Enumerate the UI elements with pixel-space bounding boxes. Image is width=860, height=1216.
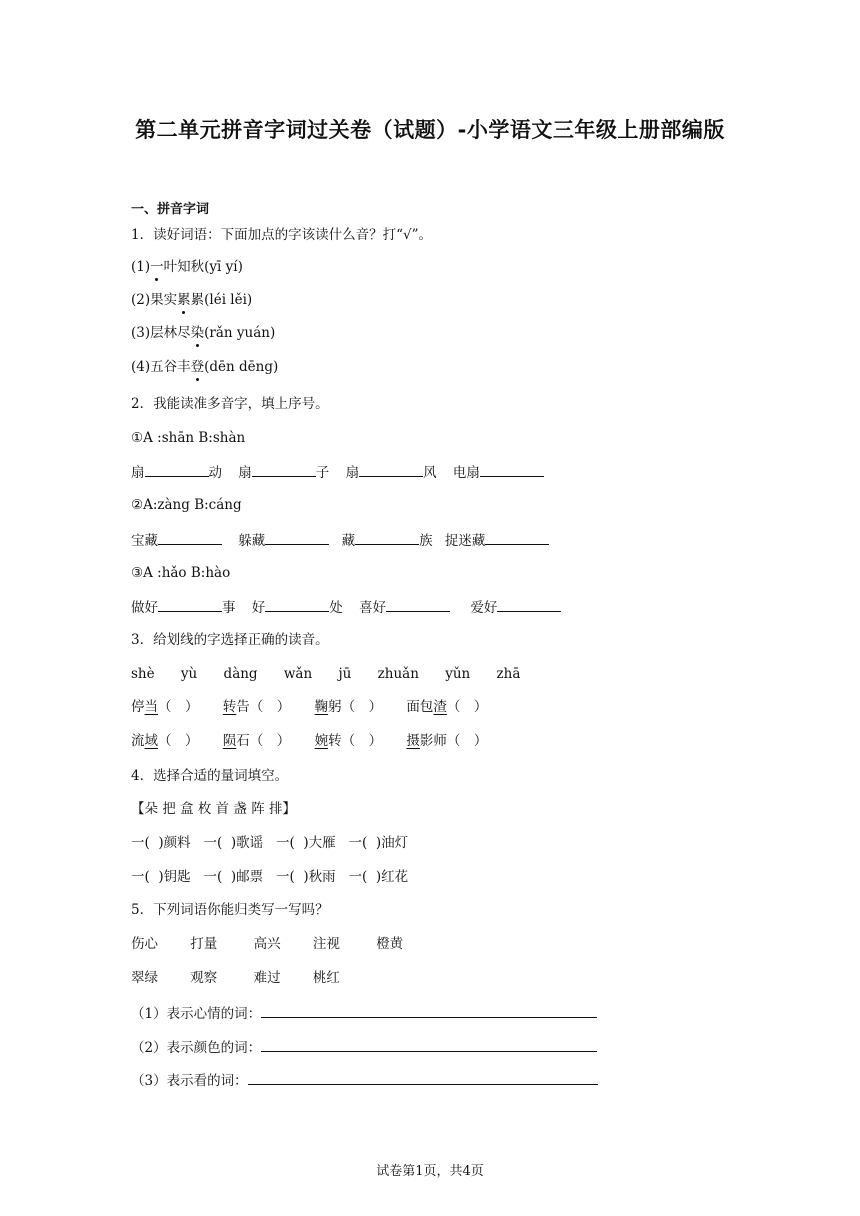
dotted-char: 染 [190, 325, 205, 341]
answer-line[interactable] [261, 1003, 597, 1018]
q5-words-row-1: 伤心 打量 高兴 注视 橙黄 [131, 936, 404, 952]
answer-blank[interactable] [480, 462, 544, 477]
answer-blank[interactable] [497, 597, 561, 612]
underlined-char: 婉 [314, 733, 329, 749]
underlined-char: 转 [222, 699, 237, 715]
underlined-char: 陨 [222, 733, 237, 749]
dotted-char: 累 [177, 292, 191, 308]
dotted-char: 登 [190, 359, 205, 375]
answer-line[interactable] [261, 1037, 597, 1052]
underlined-char: 摄 [406, 733, 420, 749]
answer-blank[interactable] [386, 597, 450, 612]
q5-words-row-2: 翠绿 观察 难过 桃红 [131, 970, 340, 986]
dotted-char: 一 [150, 259, 164, 275]
answer-blank[interactable] [359, 462, 423, 477]
q5-stem: 5．下列词语你能归类写一写吗？ [131, 902, 329, 918]
q4-row-2: 一( )钥匙 一( )邮票 一( )秋雨 一( )红花 [131, 869, 409, 885]
q3-stem: 3．给划线的字选择正确的读音。 [131, 632, 329, 648]
q2-stem: 2．我能读准多音字，填上序号。 [131, 396, 329, 412]
underlined-char: 渣 [433, 699, 447, 715]
answer-blank[interactable] [355, 530, 419, 545]
q3-row-1: 停当（ ） 转告（ ） 鞠躬（ ） 面包渣（ ） [131, 699, 488, 715]
underlined-char: 当 [144, 699, 158, 715]
answer-blank[interactable] [145, 462, 209, 477]
q2-options-2: ②A:zàng B:cáng [131, 497, 242, 513]
q2-row-3: 做好 事 好 处 喜好 爱好 [131, 597, 561, 617]
q4-stem: 4．选择合适的量词填空。 [131, 768, 289, 784]
q5-sub-2: （2）表示颜色的词： [131, 1037, 597, 1057]
q3-pinyin-row: shè yù dàng wǎn jū zhuǎn yǔn zhā [131, 666, 521, 682]
answer-blank[interactable] [265, 530, 329, 545]
q5-sub-3: （3）表示看的词： [131, 1070, 598, 1090]
q2-options-1: ①A :shān B:shàn [131, 430, 246, 446]
underlined-char: 域 [144, 733, 158, 749]
underlined-char: 鞠 [314, 699, 329, 715]
q1-stem: 1．读好词语：下面加点的字该读什么音？打“√”。 [131, 227, 432, 243]
q2-row-2: 宝藏 躲藏 藏 族 捉迷藏 [131, 530, 549, 550]
section-heading: 一、拼音字词 [131, 202, 210, 217]
q4-row-1: 一( )颜料 一( )歌谣 一( )大雁 一( )油灯 [131, 835, 409, 851]
q5-sub-1: （1）表示心情的词： [131, 1003, 597, 1023]
answer-blank[interactable] [158, 597, 222, 612]
q4-choices: 【朵 把 盒 枚 首 盏 阵 排】 [131, 801, 297, 817]
answer-blank[interactable] [252, 462, 316, 477]
answer-blank[interactable] [265, 597, 329, 612]
q2-options-3: ③A :hǎo B:hào [131, 565, 231, 581]
q1-item-3: (3)层林尽染(rǎn yuán) [131, 325, 276, 341]
answer-blank[interactable] [485, 530, 549, 545]
answer-blank[interactable] [158, 530, 222, 545]
page-title: 第二单元拼音字词过关卷（试题）-小学语文三年级上册部编版 [135, 118, 725, 142]
q1-item-2: (2)果实累累(léi lěi) [131, 292, 253, 308]
q2-row-1: 扇 动 扇 子 扇 风 电扇 [131, 462, 544, 482]
q1-item-4: (4)五谷丰登(dēn dēng) [131, 359, 279, 375]
answer-line[interactable] [248, 1070, 598, 1085]
page-footer: 试卷第1页，共4页 [376, 1164, 484, 1179]
q3-row-2: 流域（ ） 陨石（ ） 婉转（ ） 摄影师（ ） [131, 733, 488, 749]
q1-item-1: (1)一叶知秋(yī yí) [131, 259, 243, 275]
